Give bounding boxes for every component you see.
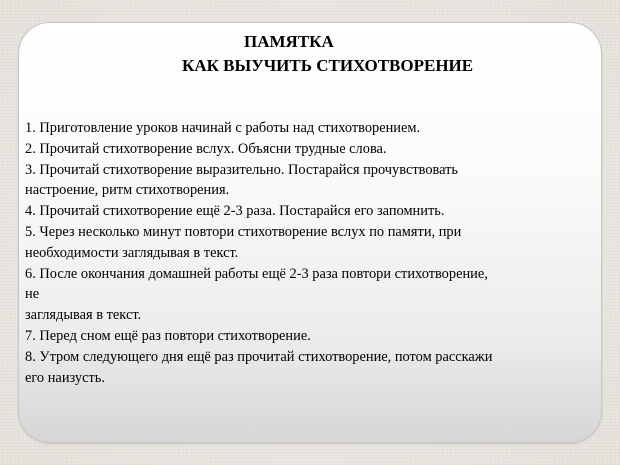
instruction-line: 5. Через несколько минут повтори стихотворение вслух по памяти, при xyxy=(25,223,462,240)
instruction-line: необходимости заглядывая в текст. xyxy=(25,244,239,261)
instruction-line: его наизусть. xyxy=(25,369,105,386)
instruction-line: 1. Приготовление уроков начинай с работы над стихотворением. xyxy=(25,120,421,136)
instruction-line: 4. Прочитай стихотворение ещё 2-3 раза. Постарайся его запомнить. xyxy=(25,203,445,220)
instruction-line: заглядывая в текст. xyxy=(25,307,142,324)
instruction-line: 8. Утром следующего дня ещё раз прочитай стихотворение, потом расскажи xyxy=(25,348,493,365)
instruction-line: 7. Перед сном ещё раз повтори стихотворение. xyxy=(25,327,311,344)
instruction-line: настроение, ритм стихотворения. xyxy=(25,182,230,199)
memo-subtitle: КАК ВЫУЧИТЬ СТИХОТВОРЕНИЕ xyxy=(182,56,474,75)
memo-title: ПАМЯТКА xyxy=(244,32,334,51)
instruction-line: не xyxy=(25,286,40,303)
instruction-line: 3. Прочитай стихотворение выразительно. Постарайся прочувствовать xyxy=(25,161,458,178)
memo-instructions xyxy=(25,118,597,388)
memo-card xyxy=(18,22,602,443)
instruction-line: 2. Прочитай стихотворение вслух. Объясни трудные слова. xyxy=(25,140,387,157)
instruction-line: 6. После окончания домашней работы ещё 2-3 раза повтори стихотворение, xyxy=(25,265,488,282)
